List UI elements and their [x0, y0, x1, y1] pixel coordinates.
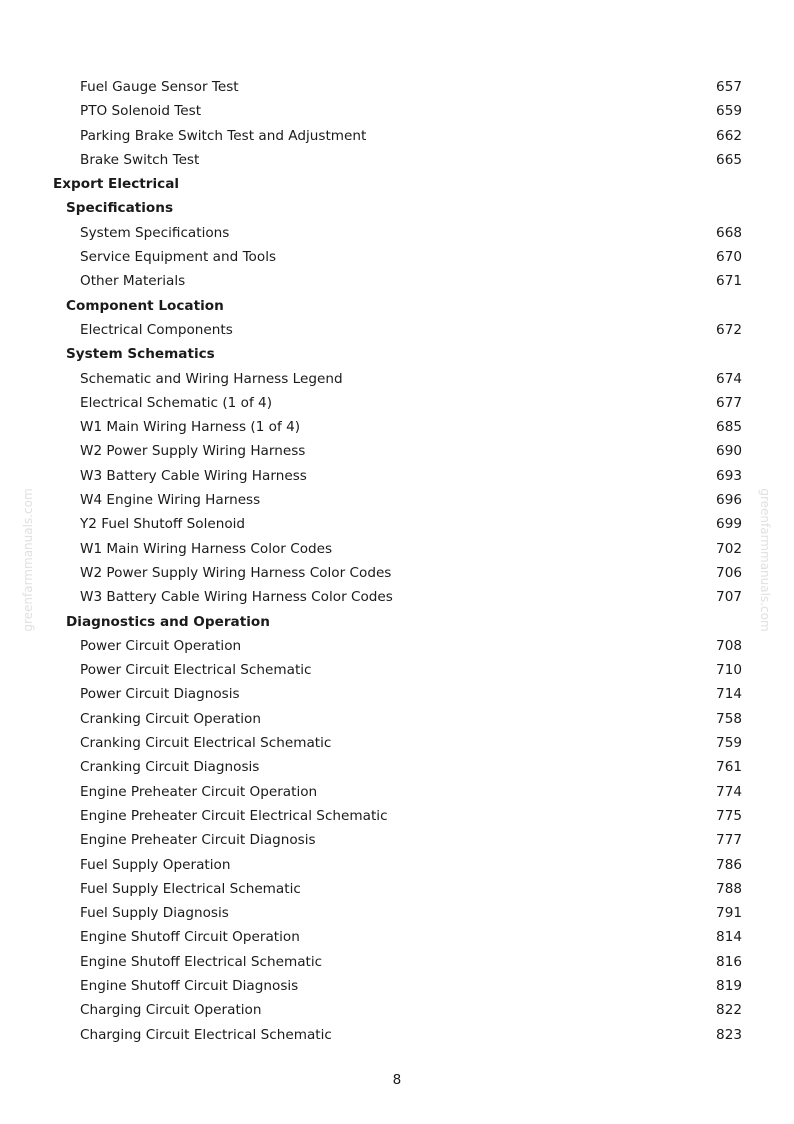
toc-entry-page-number: 670	[716, 249, 742, 266]
toc-entry-title: W1 Main Wiring Harness (1 of 4)	[80, 419, 301, 436]
toc-entry-page-number: 674	[716, 370, 742, 387]
toc-entry-page-number: 777	[716, 832, 742, 849]
toc-entry[interactable]	[0, 828, 794, 852]
toc-entry-page-number: 696	[716, 492, 742, 509]
toc-entry-title: Electrical Components	[80, 321, 233, 338]
toc-entry-page-number: 657	[716, 79, 742, 95]
toc-entry-title: Engine Preheater Circuit Diagnosis	[80, 832, 316, 849]
toc-entry-title: Engine Preheater Circuit Operation	[80, 783, 318, 800]
toc-entry-title: Cranking Circuit Electrical Schematic	[80, 735, 332, 752]
toc-entry-title: W4 Engine Wiring Harness	[80, 492, 261, 509]
toc-entry-title: Component Location	[66, 297, 224, 314]
toc-entry-title: Diagnostics and Operation	[66, 613, 270, 630]
toc-entry-title: Specifications	[66, 200, 174, 217]
toc-entry-page-number: 706	[716, 564, 742, 581]
toc-entry-title: System Specifications	[80, 224, 230, 241]
toc-entry-title: Engine Preheater Circuit Electrical Schematic	[80, 807, 388, 824]
toc-entry-page-number: 775	[716, 807, 742, 824]
toc-entry-title: Power Circuit Electrical Schematic	[80, 662, 312, 679]
toc-entry[interactable]	[0, 488, 794, 512]
toc-entry[interactable]	[0, 75, 794, 99]
toc-entry-page-number: 685	[716, 419, 742, 436]
toc-entry[interactable]	[0, 99, 794, 123]
toc-entry[interactable]	[0, 439, 794, 463]
toc-entry-page-number: 816	[716, 953, 742, 970]
toc-entry[interactable]	[0, 245, 794, 269]
toc-section-heading[interactable]	[0, 294, 794, 318]
toc-entry[interactable]	[0, 634, 794, 658]
toc-section-heading[interactable]	[0, 342, 794, 366]
toc-entry-title: Electrical Schematic (1 of 4)	[80, 394, 273, 411]
toc-entry-page-number: 774	[716, 783, 742, 800]
toc-entry-page-number: 702	[716, 540, 742, 557]
toc-entry[interactable]	[0, 585, 794, 609]
toc-entry-page-number: 659	[716, 103, 742, 120]
toc-entry-title: Engine Shutoff Electrical Schematic	[80, 953, 323, 970]
toc-entry-page-number: 788	[716, 880, 742, 897]
toc-entry[interactable]	[0, 682, 794, 706]
watermark-text: greenfarmmanuals.com	[21, 488, 35, 632]
toc-entry-page-number: 708	[716, 637, 742, 654]
toc-entry-title: Engine Shutoff Circuit Operation	[80, 929, 300, 946]
toc-entry-title: Engine Shutoff Circuit Diagnosis	[80, 977, 299, 994]
toc-entry[interactable]	[0, 1023, 794, 1047]
toc-entry-page-number: 761	[716, 759, 742, 776]
toc-entry[interactable]	[0, 998, 794, 1022]
toc-entry-page-number: 677	[716, 394, 742, 411]
toc-entry-page-number: 671	[716, 273, 742, 290]
toc-entry-title: Cranking Circuit Diagnosis	[80, 759, 260, 776]
toc-entry-page-number: 822	[716, 1002, 742, 1019]
toc-entry-title: Charging Circuit Electrical Schematic	[80, 1026, 332, 1043]
toc-section-heading[interactable]	[0, 610, 794, 634]
toc-entry-title: W1 Main Wiring Harness Color Codes	[80, 540, 333, 557]
toc-entry-page-number: 814	[716, 929, 742, 946]
toc-section-heading[interactable]	[0, 172, 794, 196]
toc-entry-title: Other Materials	[80, 273, 186, 290]
toc-entry-title: Power Circuit Diagnosis	[80, 686, 240, 703]
toc-entry[interactable]	[0, 780, 794, 804]
table-of-contents	[0, 75, 794, 1047]
toc-entry[interactable]	[0, 512, 794, 536]
toc-entry-title: PTO Solenoid Test	[80, 103, 202, 120]
toc-entry[interactable]	[0, 974, 794, 998]
toc-entry-title: Fuel Gauge Sensor Test	[80, 79, 239, 95]
watermark-text: greenfarmmanuals.com	[758, 488, 772, 632]
toc-entry-page-number: 699	[716, 516, 742, 533]
toc-entry[interactable]	[0, 391, 794, 415]
toc-entry[interactable]	[0, 804, 794, 828]
toc-entry[interactable]	[0, 901, 794, 925]
toc-entry[interactable]	[0, 464, 794, 488]
toc-entry[interactable]	[0, 950, 794, 974]
toc-entry-page-number: 690	[716, 443, 742, 460]
toc-entry[interactable]	[0, 707, 794, 731]
toc-entry[interactable]	[0, 561, 794, 585]
toc-entry[interactable]	[0, 148, 794, 172]
toc-entry-title: W3 Battery Cable Wiring Harness	[80, 467, 307, 484]
toc-entry[interactable]	[0, 415, 794, 439]
toc-entry-title: Charging Circuit Operation	[80, 1002, 262, 1019]
toc-entry[interactable]	[0, 269, 794, 293]
toc-entry-title: Y2 Fuel Shutoff Solenoid	[80, 516, 246, 533]
toc-entry-page-number: 823	[716, 1026, 742, 1043]
toc-entry[interactable]	[0, 755, 794, 779]
toc-entry-page-number: 662	[716, 127, 742, 144]
toc-entry-title: Parking Brake Switch Test and Adjustment	[80, 127, 367, 144]
toc-entry[interactable]	[0, 318, 794, 342]
toc-entry-title: W2 Power Supply Wiring Harness	[80, 443, 306, 460]
toc-entry[interactable]	[0, 853, 794, 877]
toc-entry-title: Fuel Supply Operation	[80, 856, 231, 873]
toc-entry-page-number: 759	[716, 735, 742, 752]
toc-entry-title: Fuel Supply Electrical Schematic	[80, 880, 301, 897]
toc-section-heading[interactable]	[0, 196, 794, 220]
toc-entry[interactable]	[0, 925, 794, 949]
toc-entry-title: Fuel Supply Diagnosis	[80, 905, 229, 922]
toc-entry[interactable]	[0, 877, 794, 901]
toc-entry-page-number: 710	[716, 662, 742, 679]
toc-entry[interactable]	[0, 731, 794, 755]
toc-entry-page-number: 672	[716, 321, 742, 338]
toc-entry-page-number: 819	[716, 977, 742, 994]
toc-entry-title: Export Electrical	[53, 176, 180, 193]
toc-entry[interactable]	[0, 658, 794, 682]
toc-entry-title: Service Equipment and Tools	[80, 249, 277, 266]
toc-entry-page-number: 693	[716, 467, 742, 484]
toc-entry-title: Brake Switch Test	[80, 151, 200, 168]
toc-entry-page-number: 786	[716, 856, 742, 873]
toc-entry[interactable]	[0, 367, 794, 391]
page-number: 8	[392, 1072, 402, 1088]
toc-entry-title: Schematic and Wiring Harness Legend	[80, 370, 343, 387]
toc-entry-page-number: 714	[716, 686, 742, 703]
toc-entry-title: Cranking Circuit Operation	[80, 710, 261, 727]
toc-entry-title: W2 Power Supply Wiring Harness Color Codes	[80, 564, 392, 581]
toc-entry-page-number: 758	[716, 710, 742, 727]
toc-entry-page-number: 665	[716, 151, 742, 168]
toc-entry-page-number: 668	[716, 224, 742, 241]
toc-entry-page-number: 707	[716, 589, 742, 606]
toc-entry-page-number: 791	[716, 905, 742, 922]
toc-entry[interactable]	[0, 221, 794, 245]
toc-entry-title: Power Circuit Operation	[80, 637, 242, 654]
toc-entry-title: System Schematics	[66, 346, 215, 363]
toc-entry[interactable]	[0, 537, 794, 561]
toc-entry[interactable]	[0, 124, 794, 148]
toc-entry-title: W3 Battery Cable Wiring Harness Color Codes	[80, 589, 393, 606]
